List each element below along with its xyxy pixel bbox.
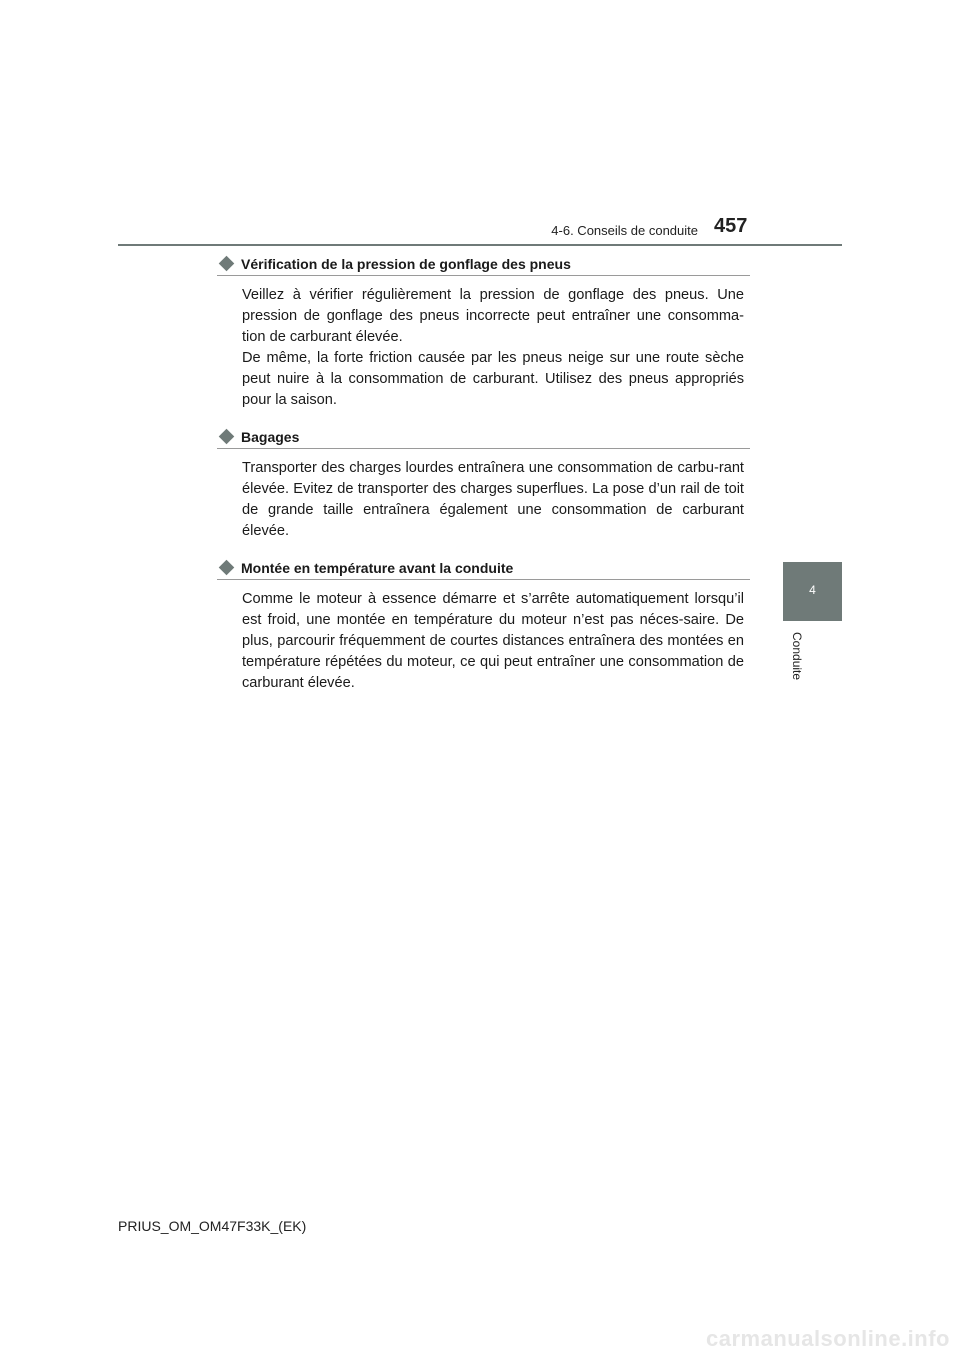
diamond-bullet-icon xyxy=(219,256,235,272)
chapter-tab-label: Conduite xyxy=(790,632,804,681)
main-content xyxy=(217,253,750,709)
chapter-tab-number: 4 xyxy=(809,583,816,597)
section-heading xyxy=(217,426,750,449)
chapter-tab[interactable] xyxy=(783,562,842,621)
section-heading xyxy=(217,557,750,580)
paragraph: Veillez à vérifier régulièrement la pression de gonflage des pneus. Une pression de gonflage des pneus incorrecte peut entraîner une consomma-tion de carburant élevée. xyxy=(242,287,744,345)
diamond-bullet-icon xyxy=(219,560,235,576)
paragraph: Comme le moteur à essence démarre et s’arrête automatiquement lorsqu’il est froid, une montée en température du moteur n’est pas néces-saire. De plus, parcourir fréquemment de courtes distances entraînera des montées en température répétées du moteur, ce qui peut entraîner une consommation de carburant élevée. xyxy=(242,591,744,691)
page-number: 457 xyxy=(714,215,748,237)
diamond-bullet-icon xyxy=(219,429,235,445)
header-divider xyxy=(118,244,842,246)
section-body xyxy=(242,458,744,542)
section-body xyxy=(242,285,744,411)
paragraph: Transporter des charges lourdes entraînera une consommation de carbu-rant élevée. Evitez de transporter des charges superflues. La pose d’un rail de toit de grande taille entraînera également une consommation de carburant élevée. xyxy=(242,460,744,539)
header-section-title: 4-6. Conseils de conduite xyxy=(551,223,698,238)
section-body xyxy=(242,589,744,694)
section-luggage xyxy=(217,426,750,542)
section-title: Bagages xyxy=(241,428,300,445)
section-warm-up xyxy=(217,557,750,694)
paragraph: De même, la forte friction causée par les pneus neige sur une route sèche peut nuire à la consommation de carburant. Utilisez des pneus appropriés pour la saison. xyxy=(242,350,744,408)
section-title: Vérification de la pression de gonflage des pneus xyxy=(241,255,571,272)
section-tire-pressure xyxy=(217,253,750,411)
section-title: Montée en température avant la conduite xyxy=(241,559,514,576)
document-code: PRIUS_OM_OM47F33K_(EK) xyxy=(118,1218,307,1234)
section-heading xyxy=(217,253,750,276)
watermark: carmanualsonline.info xyxy=(706,1326,950,1351)
